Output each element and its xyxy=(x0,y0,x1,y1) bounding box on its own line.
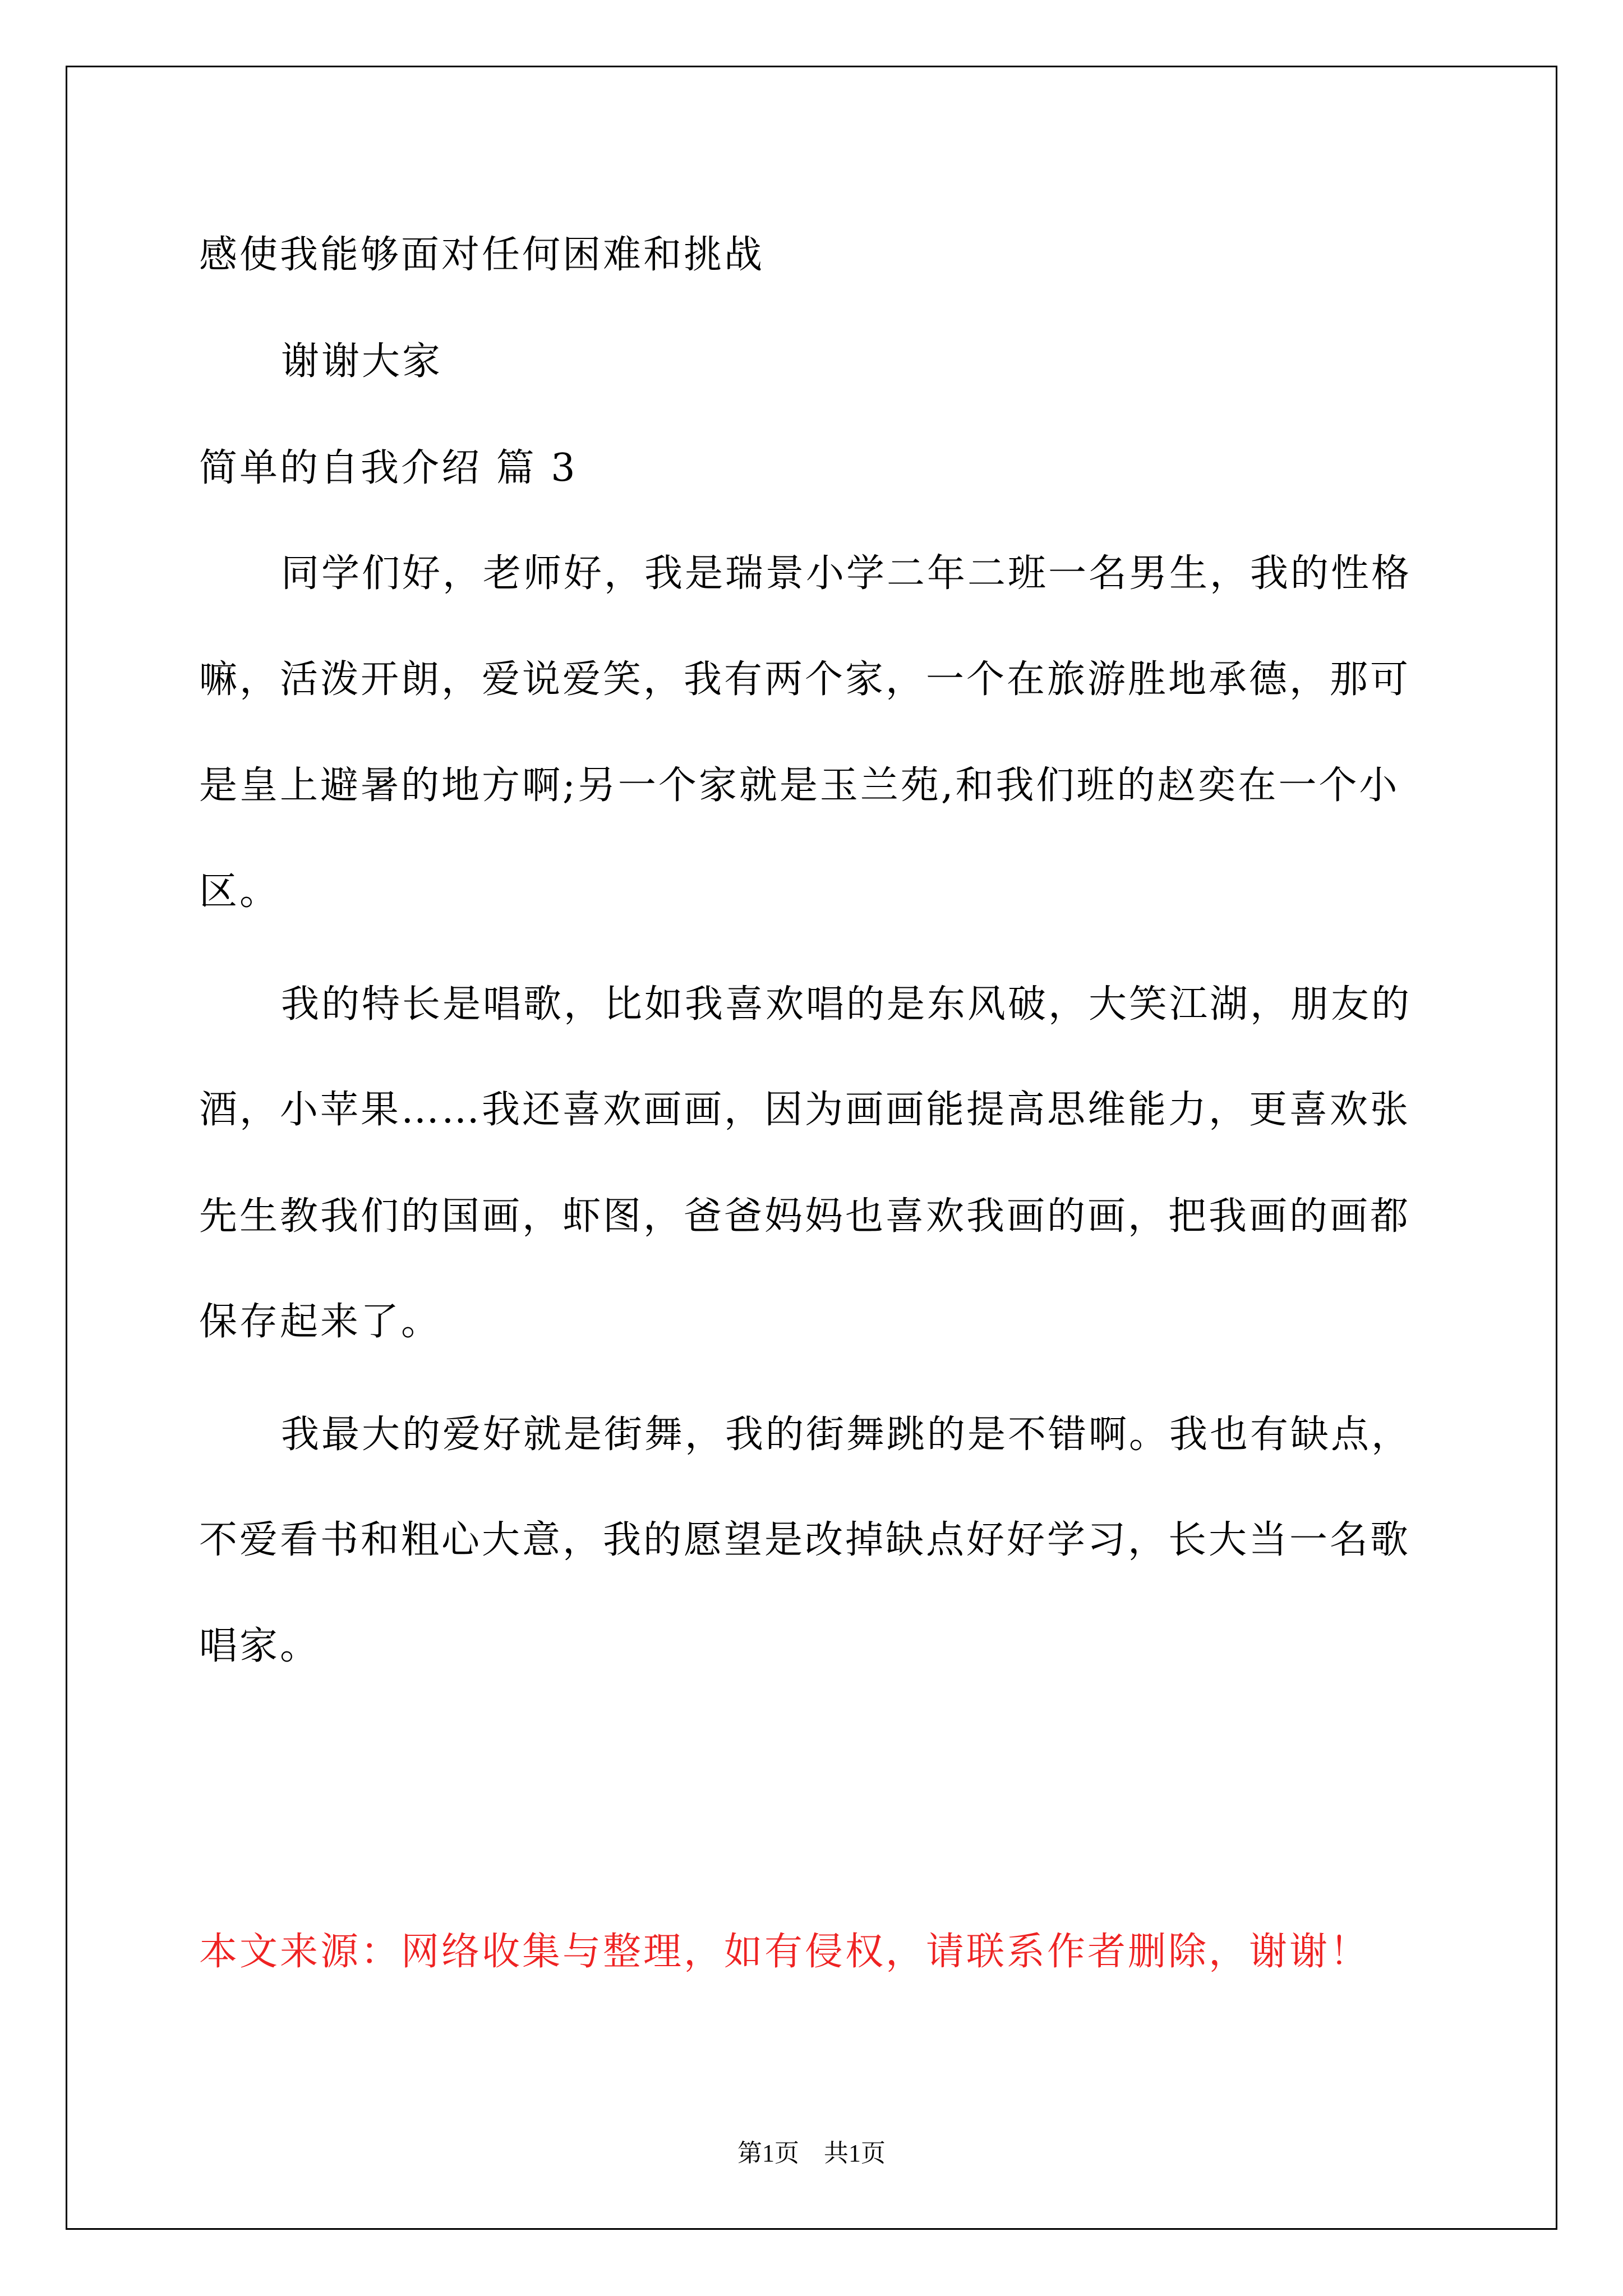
paragraph-1-line-3: 是皇上避暑的地方啊;另一个家就是玉兰苑,和我们班的赵奕在一个小 xyxy=(199,763,1400,808)
paragraph-1-line-2: 嘛，活泼开朗，爱说爱笑，我有两个家，一个在旅游胜地承德，那可 xyxy=(199,657,1411,702)
paragraph-3-line-1: 我最大的爱好就是街舞，我的街舞跳的是不错啊。我也有缺点， xyxy=(281,1412,1412,1457)
text-line-1: 感使我能够面对任何困难和挑战 xyxy=(199,233,765,277)
paragraph-2-line-1: 我的特长是唱歌，比如我喜欢唱的是东风破，大笑江湖，朋友的 xyxy=(281,982,1412,1027)
paragraph-3-line-3: 唱家。 xyxy=(199,1624,321,1668)
paragraph-3-line-2: 不爱看书和粗心大意，我的愿望是改掉缺点好好学习，长大当一名歌 xyxy=(199,1518,1411,1562)
source-note: 本文来源：网络收集与整理，如有侵权，请联系作者删除，谢谢！ xyxy=(199,1930,1371,1974)
paragraph-1-line-4: 区。 xyxy=(199,869,280,914)
paragraph-1-line-1: 同学们好，老师好，我是瑞景小学二年二班一名男生，我的性格 xyxy=(281,551,1412,596)
page-border xyxy=(66,66,1557,2230)
section-heading: 简单的自我介绍 篇 3 xyxy=(199,446,578,490)
page-footer: 第1页 共1页 xyxy=(737,2139,886,2167)
text-line-thanks: 谢谢大家 xyxy=(281,339,443,384)
paragraph-2-line-4: 保存起来了。 xyxy=(199,1300,442,1344)
paragraph-2-line-2: 酒，小苹果……我还喜欢画画，因为画画能提高思维能力，更喜欢张 xyxy=(199,1088,1411,1132)
paragraph-2-line-3: 先生教我们的国画，虾图，爸爸妈妈也喜欢我画的画，把我画的画都 xyxy=(199,1194,1411,1239)
